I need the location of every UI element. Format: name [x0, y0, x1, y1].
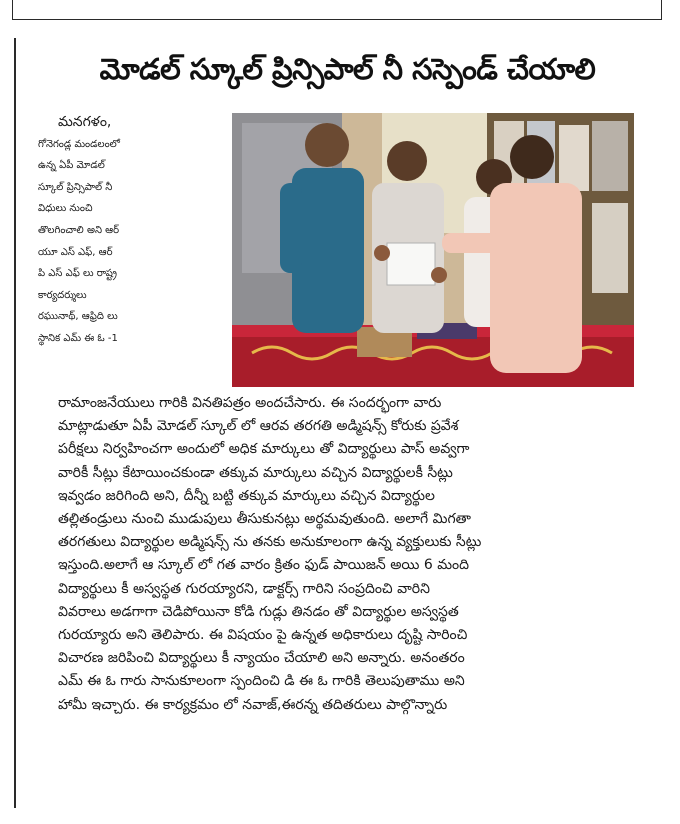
lead-line: కార్యదర్శులు [38, 289, 87, 301]
news-photo [232, 113, 634, 387]
body-line: వారికీ సీట్లు కేటాయించకుండా తక్కువ మార్కులు వచ్చిన విద్యార్థులకీ సీట్లు [58, 464, 453, 481]
lead-line: యూ ఎస్ ఎఫ్, ఆర్ [38, 246, 113, 258]
lead-line: గోనెగండ్ల మండలంలో [38, 138, 120, 150]
lead-line: మనగళం, [58, 114, 112, 130]
body-line: గురయ్యారు అని తెలిపారు. ఈ విషయం పై ఉన్నత అధికారులు దృష్టి సారించి [58, 627, 468, 644]
lead-line: స్థానిక ఎమ్ ఈ ఓ -1 [38, 332, 118, 344]
lead-text [38, 112, 228, 350]
column-rule [14, 38, 16, 808]
lead-line: స్కూల్ ప్రిన్సిపాల్ నీ [38, 181, 113, 193]
article-headline: మోడల్ స్కూల్ ప్రిన్సిపాల్ నీ సస్పెండ్ చేయాలి [99, 52, 596, 86]
body-line: తల్లితండ్రులు నుంచి ముడుపులు తీసుకునట్లు అర్థమవుతుంది. అలాగే మిగతా [58, 511, 471, 528]
body-line: హామీ ఇచ్చారు. ఈ కార్యక్రమం లో నవాజ్,ఈరన్న తదితరులు పాల్గొన్నారు [58, 696, 448, 713]
lead-line: రఘునాథ్, ఆఫ్రిది లు [38, 311, 118, 323]
lead-line: విధులు నుంచి [38, 203, 93, 215]
article-body [58, 392, 668, 717]
lead-line: పి ఎస్ ఎఫ్ లు రాష్ట్ర [38, 268, 117, 280]
body-line: ఇస్తుంది.అలాగే ఆ స్కూల్ లో గత వారం క్రితం ఫుడ్ పాయిజన్ అయి 6 మంది [58, 557, 470, 574]
body-line: పరీక్షలు నిర్వహించగా అందులో అధిక మార్కులు తో విద్యార్థులు పాస్ అవ్వగా [58, 441, 470, 458]
lead-line: తొలగించాలి అని ఆర్ [38, 224, 120, 236]
body-line: విచారణ జరిపించి విద్యార్థులు కీ న్యాయం చేయాలి అని అన్నారు. అనంతరం [58, 650, 465, 667]
body-line: వివరాలు అడగాగా చెడిపోయినా కోడి గుడ్లు తినడం తో విద్యార్థుల అస్వస్థత [58, 603, 459, 620]
body-line: విద్యార్థులు కీ అస్వస్థత గురయ్యారని, డాక్టర్స్ గారిని సంప్రదించి వారిని [58, 580, 430, 597]
body-line: రామాంజనేయులు గారికి వినతిపత్రం అందచేసారు. ఈ సందర్భంగా వారు [58, 395, 442, 411]
body-line: మాట్లాడుతూ ఏపీ మోడల్ స్కూల్ లో ఆరవ తరగతి అడ్మిషన్స్ కోరుకు ప్రవేశ [58, 418, 459, 435]
previous-article-box [12, 0, 662, 20]
lead-line: ఉన్న ఏపీ మోడల్ [38, 160, 105, 172]
body-line: తరగతులు విద్యార్థుల అడ్మిషన్స్ ను తనకు అనుకూలంగా ఉన్న వ్యక్తులుకు సీట్లు [58, 534, 482, 551]
body-line: ఇవ్వడం జరిగింది అని, దీన్నీ బట్టి తక్కువ మార్కులు వచ్చిన విద్యార్థుల [58, 487, 435, 504]
body-line: ఎమ్ ఈ ఓ గారు సానుకూలంగా స్పందించి డి ఈ ఓ గారికి తెలుపుతాము అని [58, 673, 465, 690]
